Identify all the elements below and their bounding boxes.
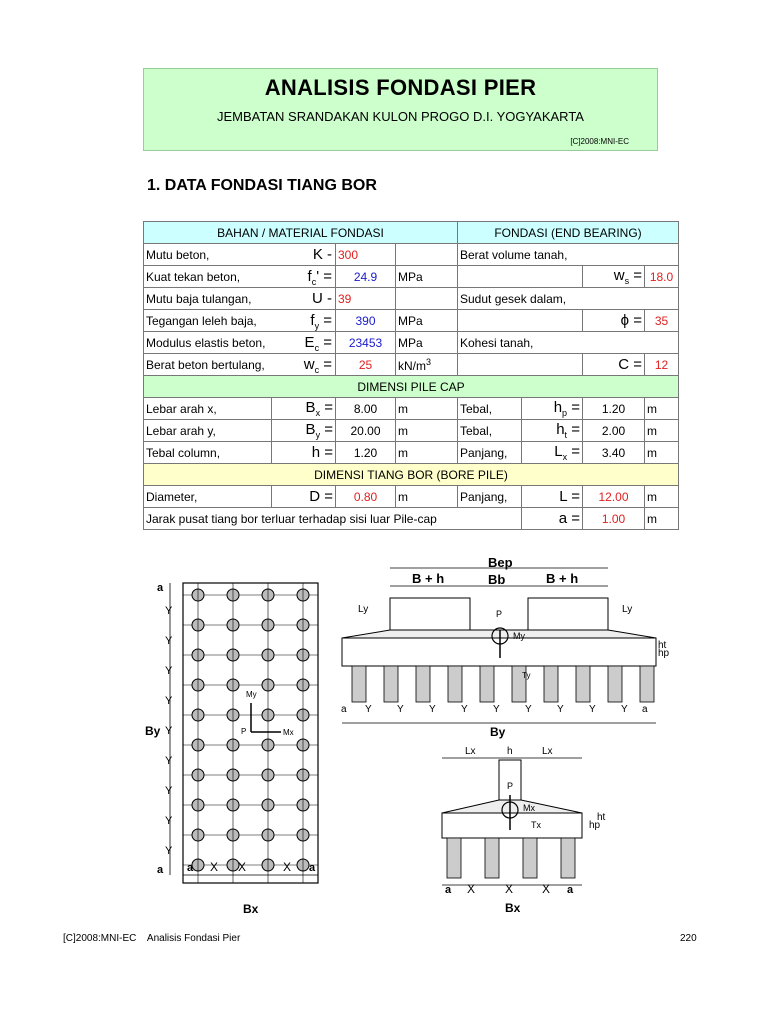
row-symbol-2: L =	[522, 486, 583, 508]
row-value-2: 12.00	[583, 486, 645, 508]
table-row	[144, 508, 679, 530]
elev-y-a-right-label: a	[642, 704, 648, 715]
bore-pile	[485, 838, 499, 878]
elev-y-Ly-right-label: Ly	[622, 604, 633, 615]
material-header: BAHAN / MATERIAL FONDASI	[144, 222, 458, 244]
row-label-2	[458, 354, 583, 376]
plan-y-label: Y	[165, 695, 173, 707]
plan-x-label: X	[283, 860, 292, 874]
elev-y-spacing-label: Y	[621, 704, 628, 715]
row-label-2: Panjang,	[458, 442, 522, 464]
row-symbol-2: $w_s$ =	[583, 266, 645, 288]
elev-y-ht-label: ht	[658, 640, 667, 651]
bore-pile	[523, 838, 537, 878]
plan-x-label: X	[210, 860, 219, 874]
row-unit-2: m	[645, 398, 679, 420]
elev-y-P-label: P	[496, 609, 503, 619]
row-symbol: $B_y$ =	[272, 420, 336, 442]
row-unit	[396, 244, 458, 266]
row-unit-2: m	[645, 420, 679, 442]
elev-x-hp-label: hp	[589, 820, 601, 831]
elev-y-Ty-label: Ty	[522, 671, 531, 680]
bore-pile	[576, 666, 590, 702]
row-label: Mutu beton, K -	[144, 244, 336, 266]
row-symbol: $f_c'$ =	[307, 268, 332, 287]
row-label-2: Panjang,	[458, 486, 522, 508]
row-label: Diameter,	[144, 486, 272, 508]
row-symbol: h =	[272, 442, 336, 464]
row-value: 300	[336, 244, 396, 266]
row-symbol-2: $h_t$ =	[522, 420, 583, 442]
table-row	[144, 420, 679, 442]
elev-y-Ly-left-label: Ly	[358, 604, 369, 615]
row-value-2: 18.0	[645, 266, 679, 288]
plan-a-left-label: a	[187, 862, 194, 874]
BplusH-right-label: B + h	[546, 571, 579, 586]
row-label-2: Sudut gesek dalam,	[458, 288, 679, 310]
row-label: Jarak pusat tiang bor terluar terhadap sisi luar Pile-cap	[144, 508, 522, 530]
header-box	[143, 68, 658, 151]
row-label-2: Kohesi tanah,	[458, 332, 679, 354]
bore-pile	[447, 838, 461, 878]
row-value-2: 2.00	[583, 420, 645, 442]
row-value: 1.20	[336, 442, 396, 464]
row-label-2	[458, 266, 583, 288]
plan-P-label: P	[241, 727, 247, 736]
row-unit: m	[645, 508, 679, 530]
plan-y-label: Y	[165, 605, 173, 617]
plan-y-label: Y	[165, 725, 173, 737]
pile-cap-slope	[342, 630, 656, 638]
plan-Mx-label: Mx	[283, 728, 294, 737]
elev-y-spacing-label: Y	[461, 704, 468, 715]
foundation-header: FONDASI (END BEARING)	[458, 222, 679, 244]
row-label-2: Berat volume tanah,	[458, 244, 679, 266]
plan-y-label: Y	[165, 665, 173, 677]
row-label-2: Tebal,	[458, 420, 522, 442]
Bep-label: Bep	[488, 555, 513, 570]
bore-pile	[448, 666, 462, 702]
bore-pile	[640, 666, 654, 702]
table-row	[144, 398, 679, 420]
page-subtitle: JEMBATAN SRANDAKAN KULON PROGO D.I. YOGYAKARTA	[217, 109, 584, 124]
pile-row	[352, 666, 654, 702]
elev-y-spacing-label: Y	[525, 704, 532, 715]
row-value-2: 35	[645, 310, 679, 332]
row-label-2	[458, 310, 583, 332]
plan-y-label: Y	[165, 755, 173, 767]
borepile-header: DIMENSI TIANG BOR (BORE PILE)	[144, 464, 679, 486]
row-label: Tebal column,	[144, 442, 272, 464]
foundation-data-table	[143, 221, 679, 530]
bore-pile	[352, 666, 366, 702]
elev-y-spacing-label: Y	[429, 704, 436, 715]
plan-y-label: Y	[165, 785, 173, 797]
plan-Bx-label: Bx	[243, 902, 259, 916]
elev-x-x-label: X	[467, 882, 476, 896]
row-symbol-2: C =	[583, 354, 645, 376]
page-title: ANALISIS FONDASI PIER	[264, 75, 537, 100]
row-unit: m	[396, 420, 458, 442]
elev-x-Lx-left-label: Lx	[465, 746, 476, 757]
elev-y-spacing-label: Y	[557, 704, 564, 715]
elev-y-spacing-label: Y	[365, 704, 372, 715]
header-copyright: [C]2008:MNI-EC	[570, 137, 629, 146]
elev-y-By-label: By	[490, 725, 506, 739]
table-row	[144, 332, 679, 354]
elev-y-spacing-label: Y	[493, 704, 500, 715]
elev-x-P-label: P	[507, 781, 514, 791]
elevation-y-diagram	[340, 555, 670, 748]
row-label: Lebar arah x,	[144, 398, 272, 420]
elev-x-Bx-label: Bx	[505, 901, 521, 915]
elev-y-My-label: My	[513, 631, 525, 641]
row-label: Modulus elastis beton, $E_c$ =	[144, 332, 336, 354]
row-label: Kuat tekan beton, $f_c'$ =	[144, 266, 336, 288]
row-value-2: 12	[645, 354, 679, 376]
row-symbol-2: $h_p$ =	[522, 398, 583, 420]
row-value: 23453	[336, 332, 396, 354]
page-number: 220	[680, 933, 697, 944]
row-value: 24.9	[336, 266, 396, 288]
row-unit-2: m	[645, 486, 679, 508]
row-label: Mutu baja tulangan, U -	[144, 288, 336, 310]
row-symbol: $f_y$ =	[310, 312, 332, 331]
pile-row	[447, 838, 575, 878]
table-row	[144, 442, 679, 464]
elev-y-hp-label: hp	[658, 648, 670, 659]
row-symbol: $w_c$ =	[303, 356, 332, 375]
plan-By-label: By	[145, 724, 161, 738]
BplusH-left-label: B + h	[412, 571, 445, 586]
bore-pile	[416, 666, 430, 702]
elev-x-ht-label: ht	[597, 812, 606, 823]
plan-y-label: Y	[165, 845, 173, 857]
elev-x-Tx-label: Tx	[531, 820, 541, 830]
table-row	[144, 244, 679, 266]
elev-x-a-left-label: a	[445, 884, 452, 896]
elev-x-Lx-right-label: Lx	[542, 746, 553, 757]
row-label: Berat beton bertulang, $w_c$ =	[144, 354, 336, 376]
row-symbol: $E_c$ =	[304, 334, 332, 353]
elev-x-Mx-label: Mx	[523, 803, 535, 813]
row-value: 8.00	[336, 398, 396, 420]
elev-y-a-left-label: a	[341, 704, 347, 715]
row-value: 0.80	[336, 486, 396, 508]
plan-a-top-label: a	[157, 582, 164, 594]
y-spacing-labels	[165, 605, 173, 857]
plan-My-label: My	[246, 690, 257, 699]
y-spacing-labels	[365, 704, 628, 715]
pilecap-header: DIMENSI PILE CAP	[144, 376, 679, 398]
plan-y-label: Y	[165, 815, 173, 827]
bore-pile	[384, 666, 398, 702]
row-unit: $kN/m^3$	[396, 354, 458, 376]
bore-pile	[608, 666, 622, 702]
row-unit: MPa	[396, 266, 458, 288]
bore-pile	[544, 666, 558, 702]
row-value-2: 3.40	[583, 442, 645, 464]
table-row	[144, 310, 679, 332]
row-symbol: $B_x$ =	[272, 398, 336, 420]
row-symbol-2: ϕ =	[583, 310, 645, 332]
table-row	[144, 266, 679, 288]
row-unit: MPa	[396, 310, 458, 332]
elev-x-h-label: h	[507, 746, 513, 757]
table-row	[144, 354, 679, 376]
bore-pile	[561, 838, 575, 878]
row-value: 39	[336, 288, 396, 310]
row-symbol: a =	[522, 508, 583, 530]
table-row	[144, 486, 679, 508]
row-value: 1.00	[583, 508, 645, 530]
row-label: Tegangan leleh baja, $f_y$ =	[144, 310, 336, 332]
elev-x-x-label: X	[542, 882, 551, 896]
row-unit: m	[396, 398, 458, 420]
section-title: 1. DATA FONDASI TIANG BOR	[147, 177, 377, 194]
elev-x-x-label: X	[505, 882, 514, 896]
row-symbol: U -	[312, 290, 332, 307]
row-value-2: 1.20	[583, 398, 645, 420]
row-label-2: Tebal,	[458, 398, 522, 420]
plan-a-right-label: a	[309, 862, 316, 874]
row-symbol-2: $L_x$ =	[522, 442, 583, 464]
row-value: 25	[336, 354, 396, 376]
row-unit: MPa	[396, 332, 458, 354]
footer-text: [C]2008:MNI-EC Analisis Fondasi Pier	[63, 933, 241, 944]
table-row	[144, 288, 679, 310]
plan-x-label: X	[238, 860, 247, 874]
bore-pile	[480, 666, 494, 702]
row-unit-2: m	[645, 442, 679, 464]
elevation-x-diagram	[437, 740, 622, 915]
elev-y-spacing-label: Y	[589, 704, 596, 715]
plan-y-label: Y	[165, 635, 173, 647]
row-unit: m	[396, 442, 458, 464]
elev-x-a-right-label: a	[567, 884, 574, 896]
row-label: Lebar arah y,	[144, 420, 272, 442]
row-value: 390	[336, 310, 396, 332]
Bb-label: Bb	[488, 572, 506, 587]
elev-y-spacing-label: Y	[397, 704, 404, 715]
row-unit: m	[396, 486, 458, 508]
plan-view-diagram	[143, 575, 328, 920]
pile-cap-body	[442, 813, 582, 838]
row-symbol: D =	[272, 486, 336, 508]
row-symbol: K -	[312, 246, 332, 263]
row-value: 20.00	[336, 420, 396, 442]
pile-cap-body	[342, 638, 656, 666]
row-unit	[396, 288, 458, 310]
plan-a-bottom-label: a	[157, 864, 164, 876]
